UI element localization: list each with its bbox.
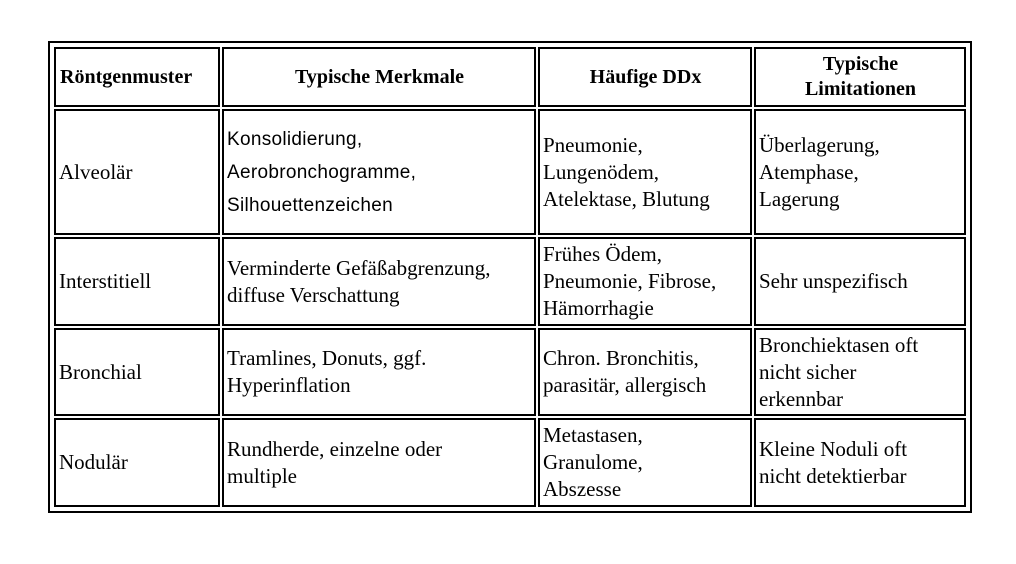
cell-line: Pneumonie, <box>543 132 643 157</box>
table-row <box>54 109 966 235</box>
cell-line: diffuse Verschattung <box>227 282 400 307</box>
cell-pattern <box>54 328 220 417</box>
cell-limitations <box>754 328 966 417</box>
cell-features <box>222 328 536 417</box>
table-row <box>54 418 966 507</box>
cell-line: nicht sicher <box>759 359 857 384</box>
cell-ddx <box>538 237 752 326</box>
cell-limitations <box>754 237 966 326</box>
cell-line: Abszesse <box>543 477 622 502</box>
cell-line: Hämorrhagie <box>543 296 654 320</box>
cell-line: Überlagerung, <box>759 132 880 157</box>
cell-line: Lungenödem, <box>543 159 660 184</box>
cell-features <box>222 109 536 235</box>
cell-line: Alveolär <box>59 159 133 184</box>
cell-line: Aerobronchogramme, <box>227 161 417 183</box>
header-ddx-line: Häufige DDx <box>589 65 702 88</box>
cell-line: Verminderte Gefäßabgrenzung, <box>227 255 491 280</box>
cell-ddx <box>538 109 752 235</box>
cell-pattern <box>54 418 220 507</box>
header-pattern <box>54 47 220 107</box>
cell-line: Sehr unspezifisch <box>759 269 908 293</box>
header-ddx <box>538 47 752 107</box>
cell-line: Rundherde, einzelne oder <box>227 436 443 461</box>
cell-line: Hyperinflation <box>227 373 351 398</box>
cell-pattern <box>54 109 220 235</box>
cell-line: Bronchiektasen oft <box>759 332 919 357</box>
cell-line: parasitär, allergisch <box>543 373 707 398</box>
header-limitations-line: Limitationen <box>804 78 917 101</box>
header-pattern-line: Röntgenmuster <box>60 65 193 88</box>
header-limitations-line: Typische <box>822 53 899 76</box>
cell-limitations <box>754 418 966 507</box>
cell-line: Silhouettenzeichen <box>227 194 393 216</box>
cell-line: Konsolidierung, <box>227 128 363 150</box>
cell-line: Bronchial <box>59 359 142 384</box>
header-features-line: Typische Merkmale <box>294 65 465 88</box>
cell-limitations <box>754 109 966 235</box>
table-row <box>54 237 966 326</box>
cell-line: Nodulär <box>59 450 128 475</box>
cell-line: Metastasen, <box>543 423 643 448</box>
cell-pattern <box>54 237 220 326</box>
cell-line: multiple <box>227 463 297 488</box>
header-limitations <box>754 47 966 107</box>
ddx-table-frame <box>48 41 972 513</box>
cell-line: Tramlines, Donuts, ggf. <box>227 346 427 371</box>
cell-features <box>222 418 536 507</box>
table-header-row <box>54 47 966 107</box>
table-row <box>54 328 966 417</box>
cell-line: Atelektase, Blutung <box>543 186 710 211</box>
cell-line: nicht detektierbar <box>759 463 907 488</box>
cell-line: erkennbar <box>759 386 843 411</box>
cell-ddx <box>538 328 752 417</box>
header-features <box>222 47 536 107</box>
cell-ddx <box>538 418 752 507</box>
cell-line: Granulome, <box>543 450 643 475</box>
cell-line: Kleine Noduli oft <box>759 436 908 461</box>
cell-features <box>222 237 536 326</box>
cell-line: Pneumonie, Fibrose, <box>543 269 717 293</box>
cell-line: Atemphase, <box>759 159 859 184</box>
radiograph-pattern-table <box>52 45 968 509</box>
cell-line: Interstitiell <box>59 269 152 293</box>
cell-line: Chron. Bronchitis, <box>543 346 699 371</box>
cell-line: Frühes Ödem, <box>543 242 662 266</box>
cell-line: Lagerung <box>759 186 840 211</box>
